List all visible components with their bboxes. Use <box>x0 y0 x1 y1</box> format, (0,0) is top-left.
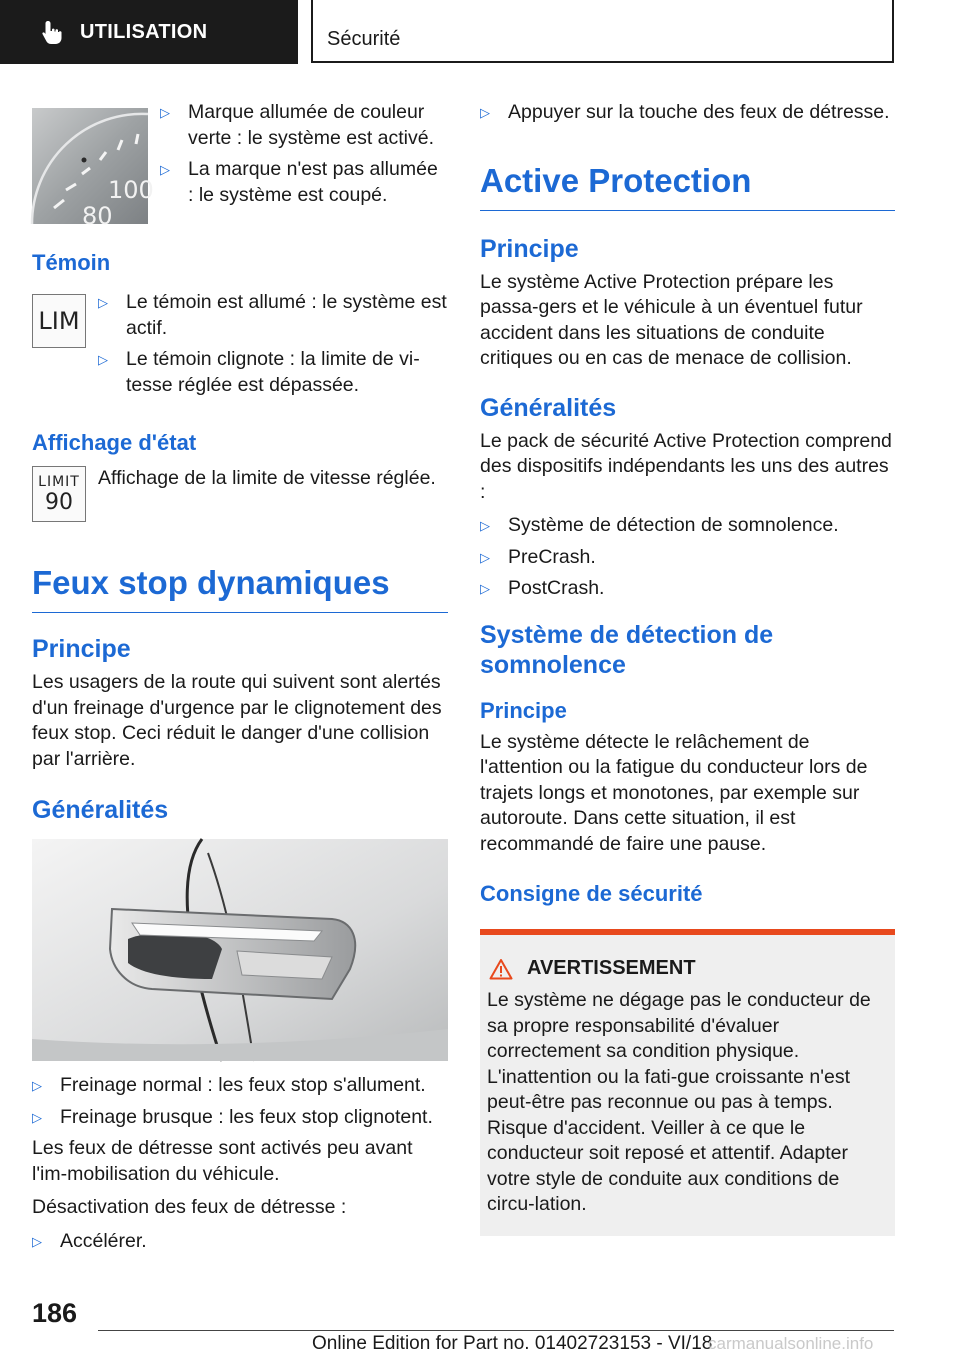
warning-text: Le système ne dégage pas le conducteur de sa propre responsabilité d'évaluer correctement sa condition physique. L'inattention ou la fati-gue croissante n'est peut-être pas reconnue ou pas à temps. Risque d'accident. Veiller à ce que le conducteur soit reposé et attentif. Adapter votre style de conduite aux conditions de circu-lation. <box>487 989 871 1215</box>
principe-heading: Principe <box>480 234 579 263</box>
lim-indicator-icon: LIM <box>32 294 86 348</box>
active-protection-heading: Active Protection <box>480 162 895 211</box>
edition-text: Online Edition for Part no. 01402723153 - VI/18 <box>312 1333 713 1354</box>
list-item: ▷ Système de détection de somnolence. <box>480 513 895 539</box>
bullet-triangle-icon: ▷ <box>480 581 490 596</box>
temoin-bullets <box>98 290 448 404</box>
affichage-text: Affichage de la limite de vitesse réglée. <box>98 467 436 489</box>
bullet-triangle-icon: ▷ <box>160 162 170 177</box>
somnolence-heading: Système de détection de somnolence <box>480 620 774 679</box>
warning-box <box>480 929 895 1236</box>
list-item: ▷ Le témoin clignote : la limite de vi-tesse réglée est dépassée. <box>98 347 448 398</box>
bullet-triangle-icon: ▷ <box>480 105 490 120</box>
list-item: ▷ PreCrash. <box>480 545 895 571</box>
list-item: ▷ Marque allumée de couleur verte : le système est activé. <box>160 100 448 151</box>
warning-title-row <box>487 957 888 980</box>
generalites-heading: Généralités <box>32 796 169 824</box>
list-item: ▷ Freinage brusque : les feux stop clignotent. <box>32 1105 448 1131</box>
bullet-triangle-icon: ▷ <box>32 1109 42 1125</box>
bullet-triangle-icon: ▷ <box>160 105 170 120</box>
warning-triangle-icon <box>489 958 513 980</box>
list-item: ▷ Le témoin est allumé : le système est actif. <box>98 290 448 341</box>
somnolence-principe-text: Le système détecte le relâchement de l'attention ou la fatigue du conducteur lors de trajets longs et monotones, par exemple sur autoroute. Dans cette situation, il est recommandé de faire une pause. <box>480 730 868 855</box>
bullet-triangle-icon: ▷ <box>98 352 108 367</box>
right-column <box>480 100 895 1236</box>
detresse-text: Les feux de détresse sont activés peu avant l'im-mobilisation du véhicule. <box>32 1137 413 1185</box>
list-item: ▷ Accélérer. <box>32 1229 448 1255</box>
page-header <box>0 0 960 66</box>
speedometer-image <box>32 108 154 230</box>
hand-pointer-icon <box>38 18 66 46</box>
somnolence-principe-heading: Principe <box>480 697 567 723</box>
bullet-triangle-icon: ▷ <box>480 518 490 533</box>
list-item: ▷ Appuyer sur la touche des feux de détresse. <box>480 100 895 126</box>
warning-title: AVERTISSEMENT <box>527 957 696 979</box>
generalites-heading: Généralités <box>480 393 617 422</box>
left-column <box>32 100 448 1260</box>
list-item: ▷ Freinage normal : les feux stop s'allument. <box>32 1073 448 1099</box>
chapter-box <box>311 0 894 63</box>
consigne-heading: Consigne de sécurité <box>480 881 703 906</box>
gauge-bullets <box>160 100 448 224</box>
page-number: 186 <box>32 1298 78 1328</box>
bullet-triangle-icon: ▷ <box>32 1078 42 1093</box>
bullet-triangle-icon: ▷ <box>32 1233 42 1249</box>
list-item: ▷ PostCrash. <box>480 576 895 602</box>
affichage-heading: Affichage d'état <box>32 430 197 455</box>
gauge-label-100: 100 <box>108 176 154 204</box>
gauge-label-80: 80 <box>82 202 113 230</box>
watermark: carmanualsonline.info <box>708 1334 874 1353</box>
bullet-triangle-icon: ▷ <box>480 549 490 565</box>
temoin-block <box>32 290 448 404</box>
chapter-title: Sécurité <box>327 28 401 50</box>
feux-stop-heading: Feux stop dynamiques <box>32 564 448 613</box>
footer-divider <box>98 1330 894 1331</box>
desactivation-text: Désactivation des feux de détresse : <box>32 1196 347 1218</box>
principe-heading: Principe <box>32 635 131 663</box>
generalites-text: Le pack de sécurité Active Protection comprend des dispositifs indépendants les uns des autres : <box>480 429 892 503</box>
temoin-heading: Témoin <box>32 250 111 275</box>
affichage-block <box>32 466 448 522</box>
principe-text: Le système Active Protection prépare les passa-gers et le véhicule à un éventuel futur accident dans les situations de conduite critiques ou en cas de menace de collision. <box>480 270 863 369</box>
gauge-block <box>32 100 448 230</box>
list-item: ▷ La marque n'est pas allumée : le système est coupé. <box>160 157 448 208</box>
principe-text: Les usagers de la route qui suivent sont alertés d'un freinage d'urgence par le clignotement des feux stop. Ceci réduit le danger d'une collision par l'arrière. <box>32 671 442 770</box>
bullet-triangle-icon: ▷ <box>98 295 108 310</box>
section-title: UTILISATION <box>80 20 208 43</box>
section-tab[interactable] <box>0 0 298 64</box>
limit-90-icon: LIMIT 90 <box>32 466 86 522</box>
tail-light-image <box>32 839 448 1061</box>
